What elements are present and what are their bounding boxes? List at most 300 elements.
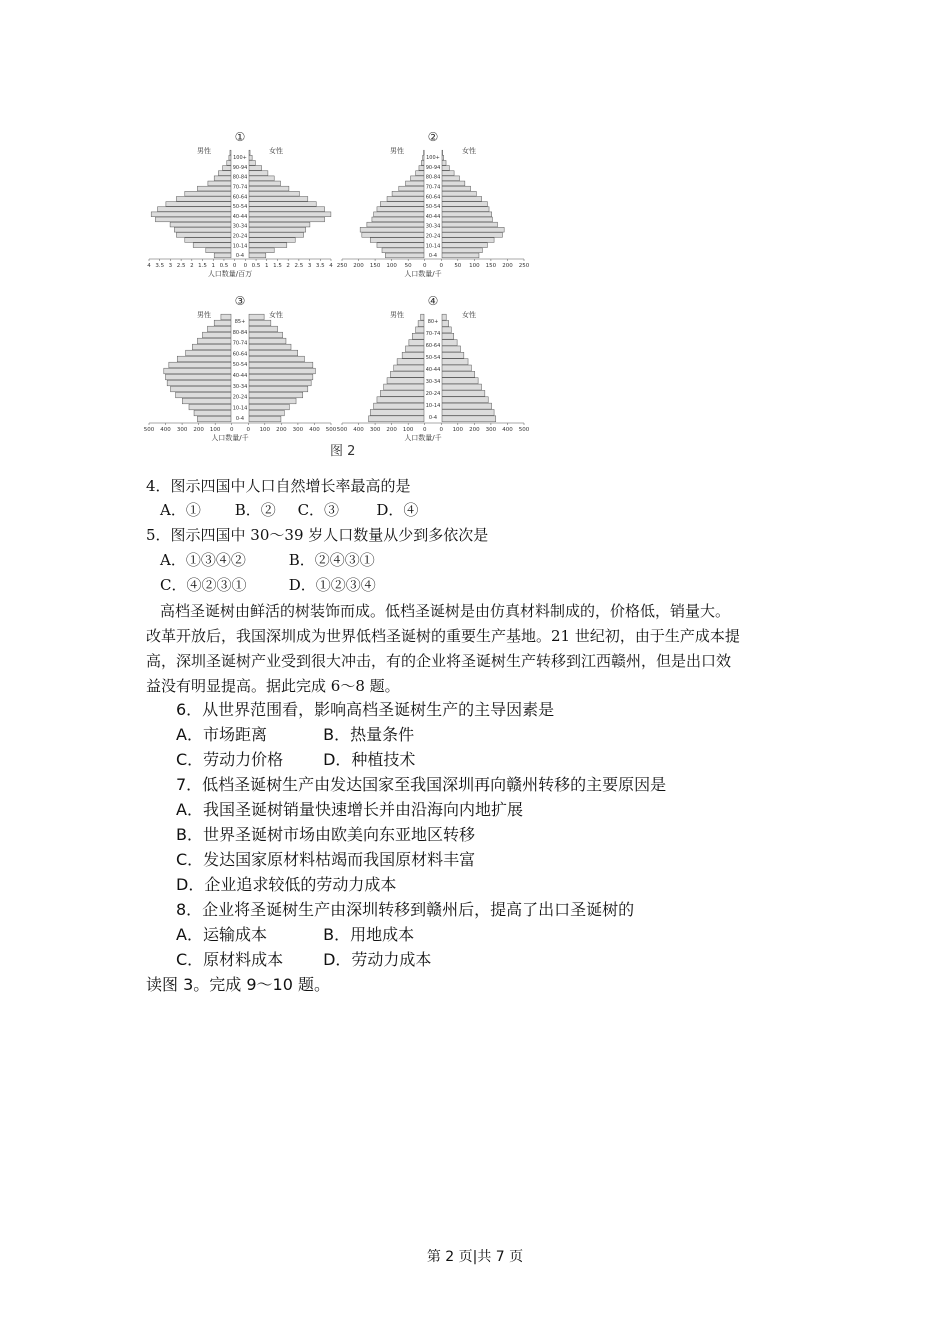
x-tick-label: 50 xyxy=(404,263,412,269)
female-bar-50-54 xyxy=(442,352,464,358)
female-bar-80-84 xyxy=(249,171,268,176)
x-tick-label: 0 xyxy=(422,263,427,269)
male-bar-10-14 xyxy=(189,404,231,410)
male-bar-25-29 xyxy=(171,386,231,392)
male-bar-25-29 xyxy=(360,227,424,232)
age-label: 20-24 xyxy=(425,391,441,397)
q5-option-c: C．④②③① xyxy=(160,576,247,594)
male-bar-60-64 xyxy=(192,344,231,350)
q6-option-a: A．市场距离 xyxy=(176,725,267,744)
passage-line-4: 益没有明显提高。据此完成 6～8 题。 xyxy=(146,677,400,695)
female-bar-40-44 xyxy=(442,365,471,371)
age-label: 40-44 xyxy=(232,373,248,379)
male-bar-65-69 xyxy=(412,333,424,339)
male-bar-45-49 xyxy=(377,207,424,212)
age-label: 70-74 xyxy=(425,184,441,191)
male-bar-45-49 xyxy=(397,359,424,365)
x-tick-label: 200 xyxy=(353,263,364,269)
male-bar-40-44 xyxy=(151,212,231,217)
female-bar-20-24 xyxy=(442,390,485,396)
x-tick-label: 0 xyxy=(422,427,427,433)
female-bar-45-49 xyxy=(249,362,313,368)
pyramid-1 xyxy=(145,130,335,278)
female-bar-45-49 xyxy=(442,359,468,365)
female-bar-65-69 xyxy=(249,338,286,344)
female-label: 女性 xyxy=(269,147,283,155)
male-bar-70-74 xyxy=(202,332,231,338)
female-bar-25-29 xyxy=(442,227,504,232)
male-bar-50-54 xyxy=(166,202,231,207)
age-label: 70-74 xyxy=(232,340,248,347)
age-label: 60-64 xyxy=(425,194,441,201)
male-bar-50-54 xyxy=(380,202,424,207)
x-tick-label: 2.5 xyxy=(294,263,304,269)
female-label: 女性 xyxy=(462,311,476,319)
male-bar-55-59 xyxy=(387,196,424,201)
x-tick-label: 50 xyxy=(454,263,462,269)
question-6-options-row2 xyxy=(176,750,415,770)
age-label: 0-4 xyxy=(428,415,438,421)
male-bar-45-49 xyxy=(158,207,232,212)
pyramid-number: ② xyxy=(427,130,439,144)
male-bar-40-44 xyxy=(164,368,231,374)
q8-option-c: C．原材料成本 xyxy=(176,950,284,969)
q4-option-a: A．① xyxy=(160,501,201,519)
male-bar-55-59 xyxy=(406,346,424,352)
female-bar-0-4 xyxy=(249,416,281,422)
female-bar-75-79 xyxy=(442,176,459,181)
male-bar-35-39 xyxy=(155,217,231,222)
male-bar-20-24 xyxy=(380,390,424,396)
male-bar-70-74 xyxy=(416,327,424,333)
age-label: 60-64 xyxy=(425,343,441,349)
female-bar-75-79 xyxy=(442,321,449,327)
male-label: 男性 xyxy=(197,311,211,319)
x-tick-label: 400 xyxy=(353,427,364,433)
x-axis-label: 人口数量/千 xyxy=(404,270,442,278)
x-tick-label: 3.5 xyxy=(315,263,325,269)
x-tick-label: 100 xyxy=(209,427,221,433)
question-8-stem: 8．企业将圣诞树生产由深圳转移到赣州后，提高了出口圣诞树的 xyxy=(176,900,635,919)
male-bar-50-54 xyxy=(177,356,231,362)
age-label: 90-94 xyxy=(425,164,441,171)
q8-option-d: D．劳动力成本 xyxy=(323,950,432,969)
q4-option-d: D．④ xyxy=(376,501,419,519)
male-bar-80-84 xyxy=(416,171,424,176)
q4-option-b: B．② xyxy=(234,501,276,519)
x-tick-label: 500 xyxy=(325,427,337,433)
male-bar-60-64 xyxy=(185,191,231,196)
passage-line-2: 改革开放后，我国深圳成为世界低档圣诞树的重要生产基地。21 世纪初，由于生产成本提 xyxy=(146,627,740,645)
age-label: 70-74 xyxy=(425,331,441,337)
question-5-options-row1 xyxy=(160,550,375,570)
female-bar-55-59 xyxy=(442,196,482,201)
x-tick-label: 150 xyxy=(485,263,497,269)
male-bar-90-94 xyxy=(421,160,424,165)
male-bar-85-89 xyxy=(419,166,424,171)
age-label: 30-34 xyxy=(232,223,248,230)
female-label: 女性 xyxy=(462,147,476,155)
male-bar-100+ xyxy=(230,150,231,155)
male-bar-20-24 xyxy=(176,232,231,237)
male-bar-60-64 xyxy=(392,191,424,196)
female-bar-20-24 xyxy=(249,392,303,398)
x-tick-label: 100 xyxy=(386,263,397,269)
x-tick-label: 0 xyxy=(439,263,444,269)
female-bar-50-54 xyxy=(442,202,487,207)
male-bar-80-84 xyxy=(218,171,231,176)
x-tick-label: 150 xyxy=(369,263,381,269)
female-bar-40-44 xyxy=(442,212,492,217)
female-bar-55-59 xyxy=(442,346,460,352)
x-tick-label: 500 xyxy=(336,427,348,433)
x-tick-label: 1 xyxy=(211,263,215,269)
female-bar-90-94 xyxy=(249,160,255,165)
female-bar-100+ xyxy=(442,150,443,155)
age-label: 0-4 xyxy=(235,416,245,423)
male-bar-35-39 xyxy=(165,374,231,380)
question-6-options-row1 xyxy=(176,725,414,745)
female-bar-0-4 xyxy=(442,416,496,422)
x-tick-label: 200 xyxy=(193,427,204,433)
female-bar-10-14 xyxy=(442,243,487,248)
age-label: 10-14 xyxy=(232,243,248,250)
male-bar-10-14 xyxy=(377,243,424,248)
age-label: 0-4 xyxy=(428,253,438,260)
male-bar-0-4 xyxy=(197,416,231,422)
pyramid-number: ③ xyxy=(234,294,246,308)
female-bar-90-94 xyxy=(442,160,446,165)
q8-option-b: B．用地成本 xyxy=(323,925,415,944)
x-tick-label: 500 xyxy=(143,427,155,433)
x-axis-label: 人口数量/百万 xyxy=(207,270,253,278)
female-bar-10-14 xyxy=(442,403,492,409)
male-bar-10-14 xyxy=(374,403,424,409)
male-bar-0-4 xyxy=(214,253,231,258)
x-axis-label: 人口数量/千 xyxy=(404,434,442,442)
male-label: 男性 xyxy=(390,311,404,319)
age-label: 40-44 xyxy=(232,213,248,220)
x-tick-label: 250 xyxy=(518,263,530,269)
age-label: 80-84 xyxy=(425,174,441,181)
female-bar-70-74 xyxy=(249,332,283,338)
male-bar-45-49 xyxy=(169,362,231,368)
male-label: 男性 xyxy=(390,147,404,155)
female-bar-40-44 xyxy=(249,368,315,374)
female-bar-25-29 xyxy=(442,384,481,390)
x-tick-label: 0 xyxy=(229,427,234,433)
female-bar-65-69 xyxy=(442,186,471,191)
question-8-options-row1 xyxy=(176,925,414,945)
page-footer: 第 2 页|共 7 页 xyxy=(426,1249,524,1265)
age-label: 80-84 xyxy=(232,329,248,336)
male-bar-65-69 xyxy=(399,186,424,191)
x-tick-label: 250 xyxy=(336,263,348,269)
male-bar-60-64 xyxy=(409,340,424,346)
female-label: 女性 xyxy=(269,311,283,319)
x-tick-label: 200 xyxy=(386,427,397,433)
male-bar-30-34 xyxy=(387,378,424,384)
male-bar-10-14 xyxy=(193,243,231,248)
x-tick-label: 4 xyxy=(329,263,333,269)
q6-option-b: B．热量条件 xyxy=(323,725,415,744)
male-bar-35-39 xyxy=(372,217,424,222)
read-figure-3-instruction: 读图 3。完成 9～10 题。 xyxy=(146,975,330,994)
female-bar-30-34 xyxy=(442,222,497,227)
female-bar-0-4 xyxy=(249,253,266,258)
age-label: 80-84 xyxy=(232,174,248,181)
male-bar-80-84 xyxy=(214,320,231,326)
passage-line-3: 高，深圳圣诞树产业受到很大冲击，有的企业将圣诞树生产转移到江西赣州，但是出口效 xyxy=(146,652,732,670)
male-bar-0-4 xyxy=(385,253,424,258)
x-tick-label: 1.5 xyxy=(198,263,207,269)
question-6-stem: 6．从世界范围看，影响高档圣诞树生产的主导因素是 xyxy=(176,700,555,719)
female-bar-35-39 xyxy=(442,217,492,222)
age-label: 60-64 xyxy=(232,194,248,201)
female-bar-35-39 xyxy=(442,371,475,377)
age-label: 50-54 xyxy=(232,362,248,369)
q5-option-a: A．①③④② xyxy=(160,551,246,569)
female-bar-15-19 xyxy=(249,238,295,243)
male-bar-20-24 xyxy=(176,392,231,398)
female-bar-70-74 xyxy=(442,327,451,333)
female-bar-60-64 xyxy=(442,340,457,346)
female-bar-20-24 xyxy=(442,232,502,237)
male-bar-25-29 xyxy=(174,227,231,232)
x-tick-label: 400 xyxy=(309,427,320,433)
male-bar-90-94 xyxy=(227,160,231,165)
female-bar-15-19 xyxy=(442,238,494,243)
female-bar-25-29 xyxy=(249,227,306,232)
male-bar-15-19 xyxy=(185,238,231,243)
male-bar-80+ xyxy=(421,314,424,320)
female-bar-35-39 xyxy=(249,374,313,380)
male-bar-55-59 xyxy=(186,350,231,356)
x-tick-label: 100 xyxy=(402,427,414,433)
figure-caption: 图 2 xyxy=(330,444,356,459)
age-label: 85+ xyxy=(234,319,246,325)
male-bar-25-29 xyxy=(384,384,424,390)
male-bar-5-9 xyxy=(194,410,231,416)
x-tick-label: 0 xyxy=(232,263,237,269)
x-tick-label: 0.5 xyxy=(219,263,229,269)
female-bar-15-19 xyxy=(442,397,488,403)
male-bar-100+ xyxy=(424,150,425,155)
x-tick-label: 2 xyxy=(286,263,290,269)
male-bar-0-4 xyxy=(369,416,424,422)
age-label: 100+ xyxy=(233,155,247,161)
male-bar-35-39 xyxy=(390,371,424,377)
female-bar-10-14 xyxy=(249,243,287,248)
male-bar-40-44 xyxy=(374,212,424,217)
female-bar-50-54 xyxy=(249,356,304,362)
x-tick-label: 200 xyxy=(469,427,480,433)
female-bar-70-74 xyxy=(442,181,465,186)
question-5-options-row2 xyxy=(160,575,376,595)
age-label: 90-94 xyxy=(232,164,248,171)
male-bar-75-79 xyxy=(411,176,424,181)
male-bar-65-69 xyxy=(197,186,231,191)
age-label: 10-14 xyxy=(232,405,248,412)
female-bar-5-9 xyxy=(442,248,482,253)
age-label: 50-54 xyxy=(425,355,441,361)
question-4-stem: 4．图示四国中人口自然增长率最高的是 xyxy=(146,477,411,495)
age-label: 40-44 xyxy=(425,367,441,373)
age-label: 80+ xyxy=(427,319,439,325)
male-bar-40-44 xyxy=(394,365,424,371)
male-bar-30-34 xyxy=(367,222,424,227)
x-tick-label: 400 xyxy=(160,427,171,433)
q7-option-d: D．企业追求较低的劳动力成本 xyxy=(176,875,397,894)
age-label: 50-54 xyxy=(425,204,441,211)
age-label: 20-24 xyxy=(232,233,248,240)
female-bar-55-59 xyxy=(249,350,298,356)
question-4-options xyxy=(160,500,418,520)
x-tick-label: 300 xyxy=(485,427,497,433)
male-bar-15-19 xyxy=(377,397,424,403)
male-bar-95-99 xyxy=(423,155,424,160)
q7-option-a: A．我国圣诞树销量快速增长并由沿海向内地扩展 xyxy=(176,800,523,819)
age-label: 40-44 xyxy=(425,213,441,220)
age-label: 30-34 xyxy=(425,223,441,230)
female-bar-70-74 xyxy=(249,181,281,186)
female-bar-95-99 xyxy=(442,155,444,160)
female-bar-55-59 xyxy=(249,196,308,201)
x-tick-label: 300 xyxy=(292,427,304,433)
x-tick-label: 0 xyxy=(246,427,251,433)
pyramid-number: ④ xyxy=(427,294,439,308)
female-bar-85+ xyxy=(249,314,264,320)
female-bar-0-4 xyxy=(442,253,479,258)
age-label: 20-24 xyxy=(425,233,441,240)
x-tick-label: 100 xyxy=(259,427,271,433)
male-bar-30-34 xyxy=(170,222,231,227)
female-bar-60-64 xyxy=(249,344,291,350)
q6-option-d: D．种植技术 xyxy=(323,750,416,769)
x-tick-label: 0 xyxy=(243,263,248,269)
x-tick-label: 2 xyxy=(190,263,194,269)
male-bar-85-89 xyxy=(223,166,231,171)
female-bar-80-84 xyxy=(442,171,454,176)
question-8-options-row2 xyxy=(176,950,431,970)
age-label: 10-14 xyxy=(425,403,441,409)
male-label: 男性 xyxy=(197,147,211,155)
female-bar-75-79 xyxy=(249,326,278,332)
male-bar-15-19 xyxy=(182,398,231,404)
x-tick-label: 300 xyxy=(369,427,381,433)
x-tick-label: 0 xyxy=(439,427,444,433)
female-bar-85-89 xyxy=(249,166,262,171)
female-bar-15-19 xyxy=(249,398,296,404)
female-bar-30-34 xyxy=(249,222,310,227)
female-bar-5-9 xyxy=(249,410,284,416)
age-label: 100+ xyxy=(426,155,440,161)
male-bar-20-24 xyxy=(362,232,424,237)
female-bar-45-49 xyxy=(442,207,489,212)
male-bar-95-99 xyxy=(229,155,231,160)
female-bar-75-79 xyxy=(249,176,274,181)
male-bar-15-19 xyxy=(370,238,424,243)
female-bar-5-9 xyxy=(249,248,274,253)
q8-option-a: A．运输成本 xyxy=(176,925,267,944)
male-bar-75-79 xyxy=(207,326,231,332)
pyramid-number: ① xyxy=(234,130,246,144)
female-bar-80+ xyxy=(442,314,446,320)
x-tick-label: 2.5 xyxy=(176,263,186,269)
male-bar-65-69 xyxy=(197,338,231,344)
age-label: 30-34 xyxy=(425,379,441,385)
x-tick-label: 3.5 xyxy=(155,263,165,269)
q5-option-b: B．②④③① xyxy=(288,551,375,569)
x-tick-label: 100 xyxy=(452,427,464,433)
male-bar-30-34 xyxy=(167,380,231,386)
female-bar-35-39 xyxy=(249,217,325,222)
x-tick-label: 3 xyxy=(307,263,312,269)
age-label: 30-34 xyxy=(232,383,248,390)
female-bar-10-14 xyxy=(249,404,289,410)
pyramid-3 xyxy=(145,294,335,442)
female-bar-100+ xyxy=(249,150,250,155)
x-tick-label: 200 xyxy=(502,263,513,269)
age-label: 20-24 xyxy=(232,394,248,401)
x-tick-label: 1.5 xyxy=(273,263,282,269)
female-bar-85-89 xyxy=(442,166,449,171)
x-tick-label: 500 xyxy=(518,427,530,433)
female-bar-80-84 xyxy=(249,320,271,326)
male-bar-55-59 xyxy=(176,196,231,201)
female-bar-65-69 xyxy=(442,333,454,339)
male-bar-5-9 xyxy=(382,248,424,253)
x-tick-label: 400 xyxy=(502,427,513,433)
male-bar-70-74 xyxy=(208,181,231,186)
female-bar-40-44 xyxy=(249,212,331,217)
male-bar-85+ xyxy=(221,314,231,320)
x-tick-label: 300 xyxy=(176,427,188,433)
age-label: 10-14 xyxy=(425,243,441,250)
age-label: 0-4 xyxy=(235,253,245,260)
female-bar-65-69 xyxy=(249,186,289,191)
q4-option-c: C．③ xyxy=(297,501,340,519)
female-bar-30-34 xyxy=(249,380,311,386)
q7-option-c: C．发达国家原材料枯竭而我国原材料丰富 xyxy=(176,850,476,869)
male-bar-50-54 xyxy=(402,352,424,358)
female-bar-45-49 xyxy=(249,207,325,212)
q5-option-d: D．①②③④ xyxy=(288,576,376,594)
pyramid-4 xyxy=(338,294,528,442)
x-tick-label: 200 xyxy=(276,427,287,433)
question-5-stem: 5．图示四国中 30～39 岁人口数量从少到多依次是 xyxy=(146,526,489,544)
female-bar-25-29 xyxy=(249,386,308,392)
age-label: 70-74 xyxy=(232,184,248,191)
female-bar-95-99 xyxy=(249,155,252,160)
male-bar-70-74 xyxy=(406,181,424,186)
age-label: 60-64 xyxy=(232,351,248,358)
male-bar-5-9 xyxy=(370,409,424,415)
male-bar-75-79 xyxy=(418,321,424,327)
age-label: 50-54 xyxy=(232,204,248,211)
x-tick-label: 1 xyxy=(265,263,269,269)
x-tick-label: 100 xyxy=(469,263,480,269)
female-bar-60-64 xyxy=(442,191,476,196)
passage-line-1: 高档圣诞树由鲜活的树装饰而成。低档圣诞树是由仿真材料制成的，价格低，销量大。 xyxy=(160,602,731,620)
male-bar-75-79 xyxy=(214,176,231,181)
x-tick-label: 0.5 xyxy=(251,263,261,269)
x-tick-label: 3 xyxy=(168,263,173,269)
male-bar-5-9 xyxy=(206,248,231,253)
question-7-stem: 7．低档圣诞树生产由发达国家至我国深圳再向赣州转移的主要原因是 xyxy=(176,775,667,794)
q7-option-b: B．世界圣诞树市场由欧美向东亚地区转移 xyxy=(176,825,475,844)
female-bar-30-34 xyxy=(442,378,478,384)
